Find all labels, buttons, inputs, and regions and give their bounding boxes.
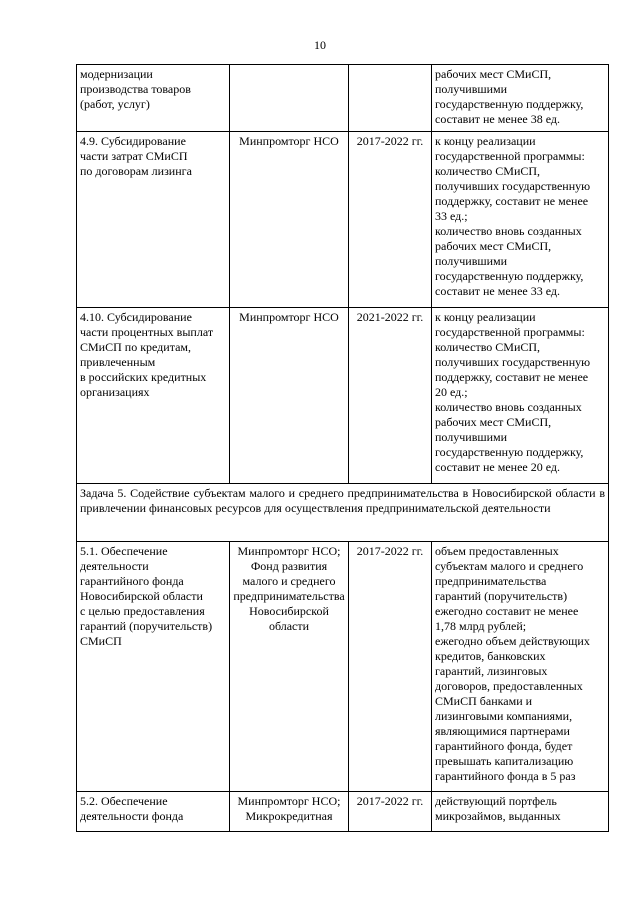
measure-cell xyxy=(77,132,230,308)
executor-text: Минпромторг НСО xyxy=(239,310,339,324)
period-text: 2021-2022 гг. xyxy=(356,310,424,324)
period-cell xyxy=(349,542,432,792)
task-5-text: Задача 5. Содействие субъектам малого и среднего предпринимательства в Новосибирской области в привлечении финансовых ресурсов для осуществления предпринимательской деятельности xyxy=(80,486,605,515)
program-measures-table xyxy=(76,64,609,832)
table-row xyxy=(77,308,609,484)
result-cell xyxy=(432,542,609,792)
executor-text: Минпромторг НСО; Микрокредитная xyxy=(237,794,341,823)
period-cell xyxy=(349,308,432,484)
executor-text: Минпромторг НСО xyxy=(239,134,339,148)
period-text: 2017-2022 гг. xyxy=(356,544,424,558)
result-text: действующий портфель микрозаймов, выданных xyxy=(435,794,561,823)
measure-text: модернизации производства товаров (работ, услуг) xyxy=(80,67,191,111)
table-row xyxy=(77,542,609,792)
measure-text: 5.1. Обеспечение деятельности гарантийного фонда Новосибирской области с целью предоставления гарантий (поручительств) СМиСП xyxy=(80,544,213,648)
measure-cell xyxy=(77,65,230,132)
executor-cell xyxy=(230,65,349,132)
executor-cell xyxy=(230,542,349,792)
measure-text: 5.2. Обеспечение деятельности фонда xyxy=(80,794,184,823)
measure-cell xyxy=(77,542,230,792)
table-row xyxy=(77,132,609,308)
result-text: рабочих мест СМиСП, получившими государственную поддержку, составит не менее 38 ед. xyxy=(435,67,584,126)
result-cell xyxy=(432,132,609,308)
measure-cell xyxy=(77,792,230,832)
executor-cell xyxy=(230,792,349,832)
period-cell xyxy=(349,792,432,832)
result-cell xyxy=(432,792,609,832)
result-cell xyxy=(432,65,609,132)
result-text: к концу реализации государственной программы: количество СМиСП, получивших государственную поддержку, составит не менее 20 ед.; количество вновь созданных рабочих мест СМиСП, получившими государственную поддержку, составит не менее 20 ед. xyxy=(435,310,591,474)
measure-cell xyxy=(77,308,230,484)
executor-text: Минпромторг НСО; Фонд развития малого и среднего предпринимательства Новосибирской области xyxy=(233,544,345,633)
period-cell xyxy=(349,65,432,132)
page-number: 10 xyxy=(314,38,326,52)
result-cell xyxy=(432,308,609,484)
period-text: 2017-2022 гг. xyxy=(356,794,424,808)
measure-text: 4.9. Субсидирование части затрат СМиСП по договорам лизинга xyxy=(80,134,192,178)
executor-cell xyxy=(230,132,349,308)
table-row xyxy=(77,792,609,832)
result-text: к концу реализации государственной программы: количество СМиСП, получивших государственную поддержку, составит не менее 33 ед.; количество вновь созданных рабочих мест СМиСП, получившими государственную поддержку, составит не менее 33 ед. xyxy=(435,134,591,298)
table-row xyxy=(77,65,609,132)
period-cell xyxy=(349,132,432,308)
result-text: объем предоставленных субъектам малого и среднего предпринимательства гарантий (поручительств) ежегодно составит не менее 1,78 млрд рублей; ежегодно объем действующих кредитов, банковских гарантий, лизинговых договоров, предоставленных СМиСП банками и лизинговыми компаниями, являющимися партнерами гарантийного фонда, будет превышать капитализацию гарантийного фонда в 5 раз xyxy=(435,544,590,783)
task-5-cell xyxy=(77,484,609,542)
task-row xyxy=(77,484,609,542)
measure-text: 4.10. Субсидирование части процентных выплат СМиСП по кредитам, привлеченным в российских кредитных организациях xyxy=(80,310,214,399)
period-text: 2017-2022 гг. xyxy=(356,134,424,148)
executor-cell xyxy=(230,308,349,484)
